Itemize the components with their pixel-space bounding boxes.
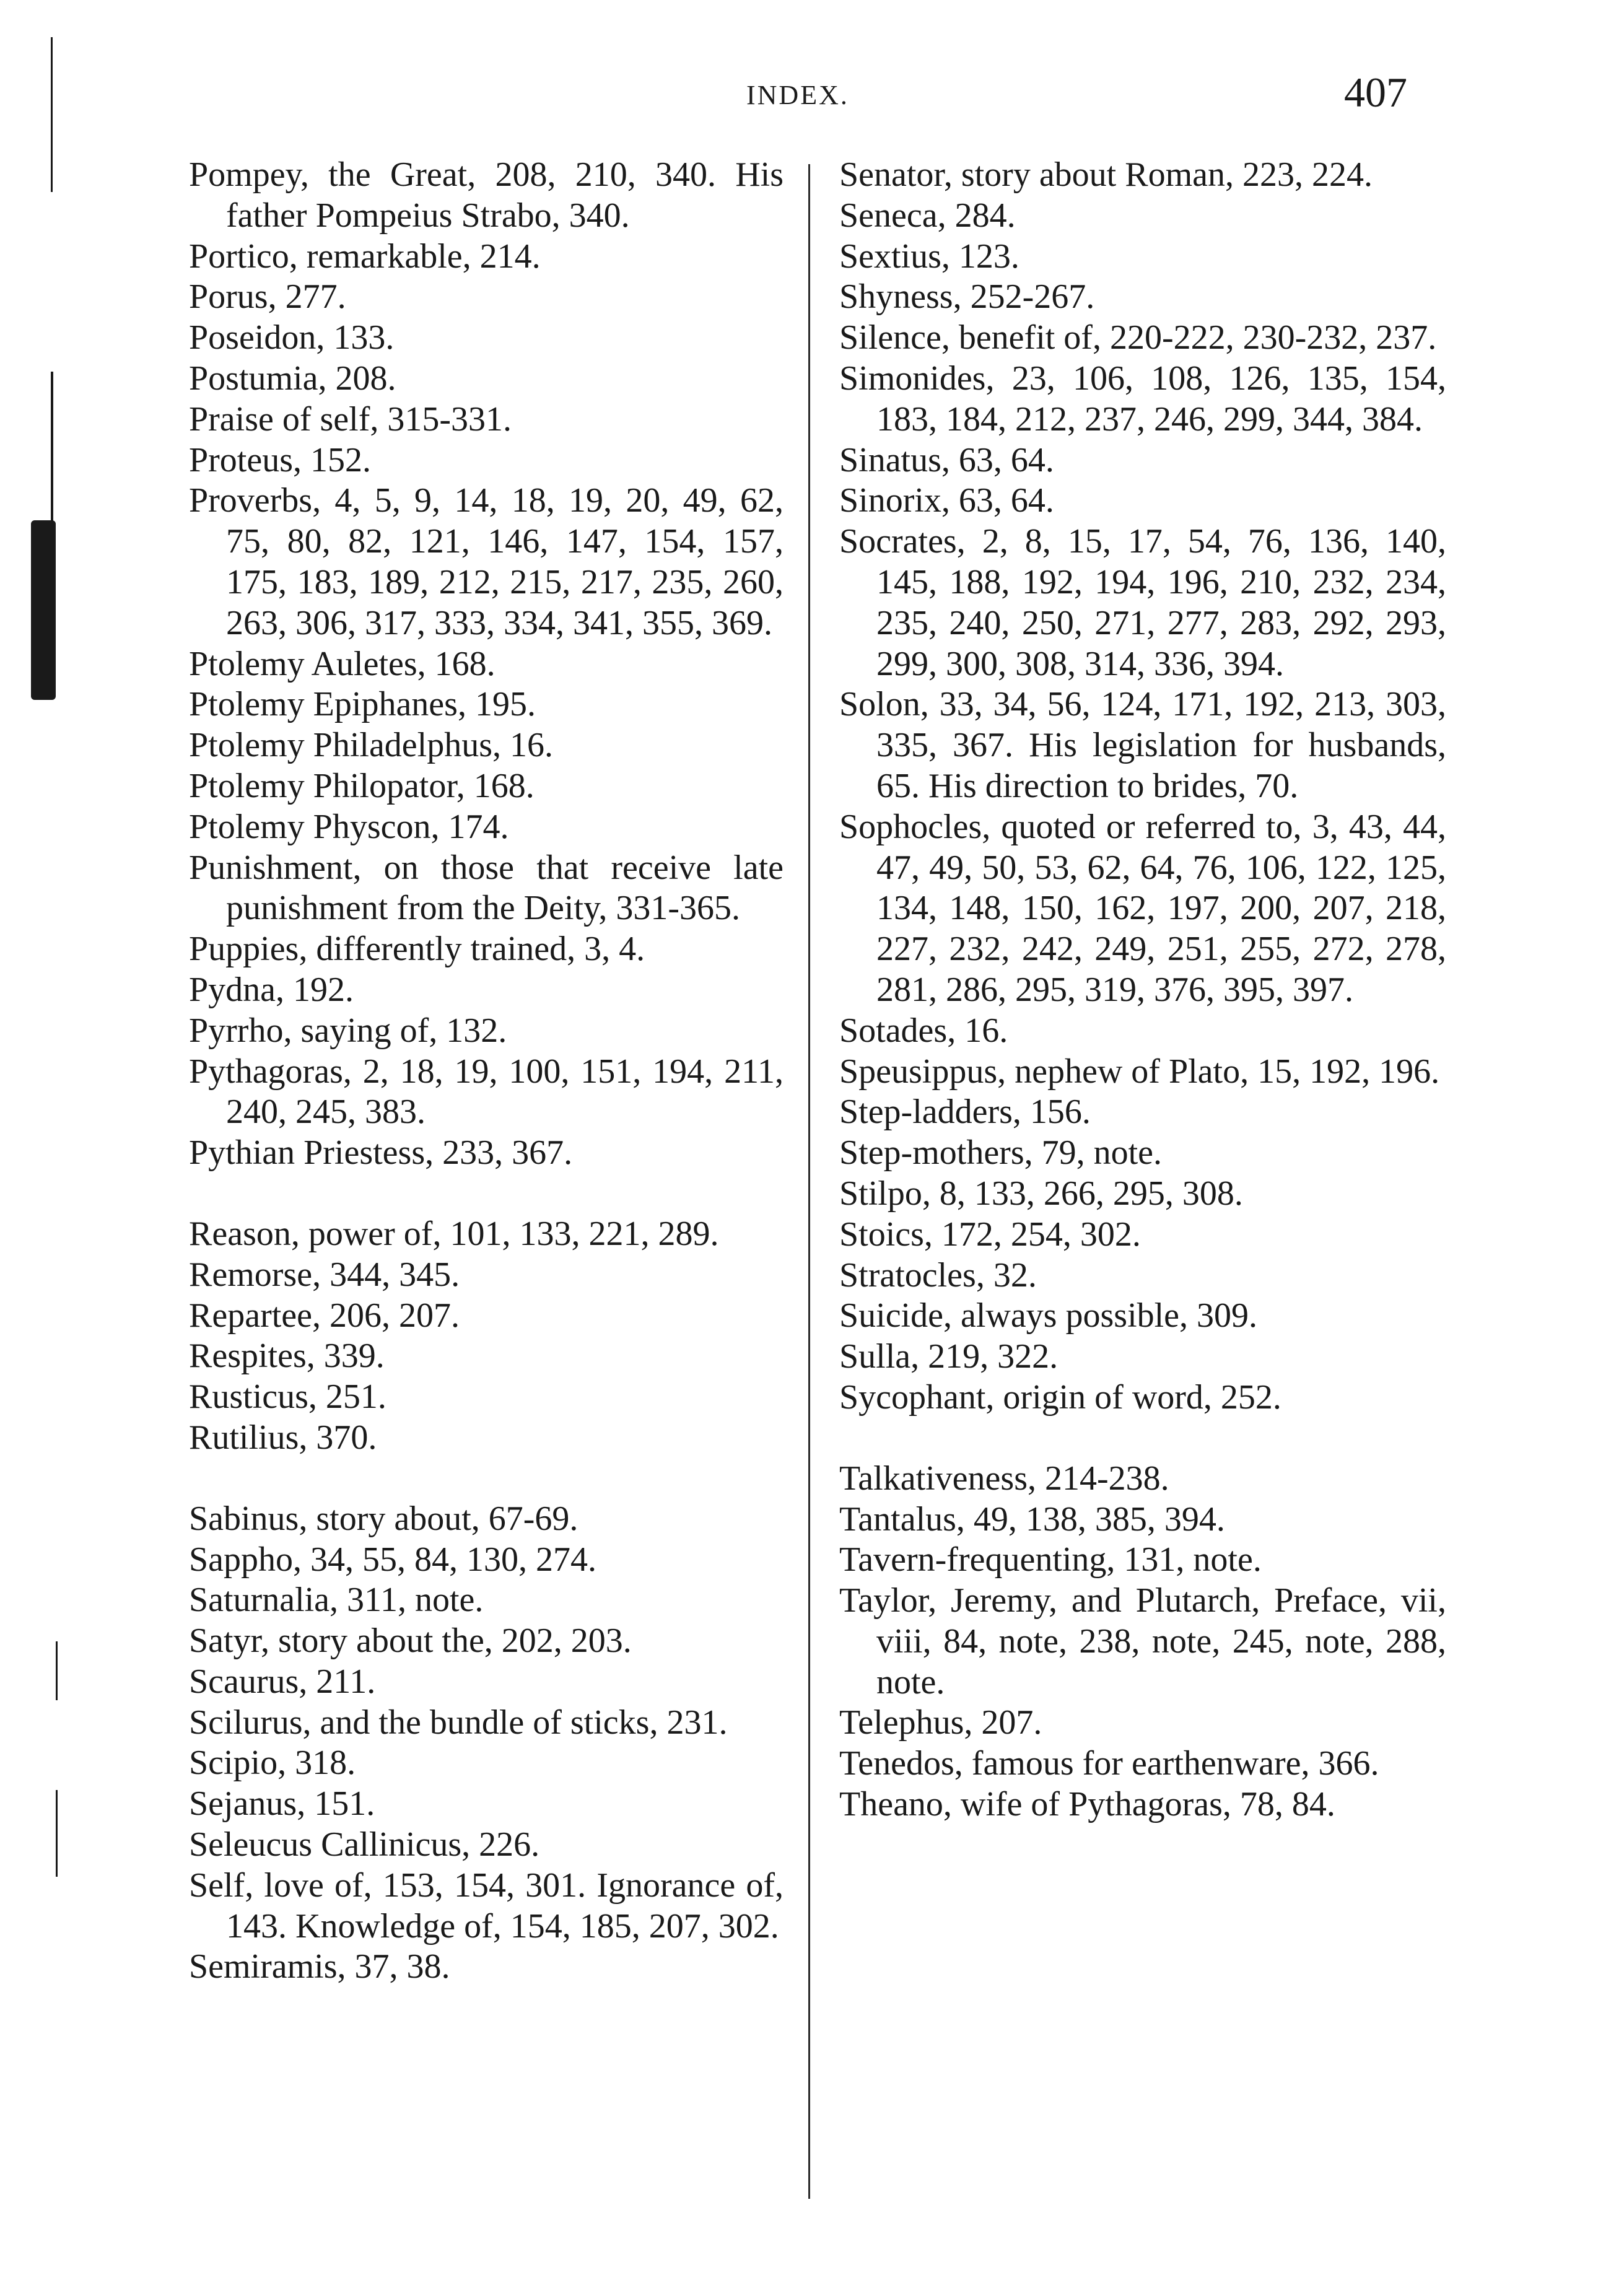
index-entry: Rusticus, 251. (189, 1378, 386, 1417)
index-entry: Shyness, 252-267. (839, 277, 1095, 317)
index-entry: Repartee, 206, 207. (189, 1296, 460, 1335)
index-entry: Semiramis, 37, 38. (189, 1947, 450, 1986)
index-entry: Senator, story about Roman, 223, 224. (839, 155, 1373, 194)
index-entry: Tenedos, famous for earthenware, 366. (839, 1744, 1379, 1783)
index-entry: Ptolemy Epiphanes, 195. (189, 685, 536, 724)
index-entry: Pydna, 192. (189, 970, 354, 1009)
index-entry: Tantalus, 49, 138, 385, 394. (839, 1500, 1225, 1539)
index-entry: Sejanus, 151. (189, 1784, 375, 1823)
index-entry: Postumia, 208. (189, 359, 396, 398)
index-entry: Solon, 33, 34, 56, 124, 171, 192, 213, 303, 335, 367. His legislation for husbands, 65. His direction to brides, 70. (839, 685, 1446, 805)
index-entry: Silence, benefit of, 220-222, 230-232, 237. (839, 318, 1437, 357)
index-entry: Simonides, 23, 106, 108, 126, 135, 154, 183, 184, 212, 237, 246, 299, 344, 384. (839, 359, 1446, 439)
index-entry: Ptolemy Philadelphus, 16. (189, 726, 553, 765)
index-entry: Pythagoras, 2, 18, 19, 100, 151, 194, 211, 240, 245, 383. (189, 1052, 784, 1132)
index-entry: Scaurus, 211. (189, 1662, 376, 1701)
index-entry: Sotades, 16. (839, 1011, 1008, 1050)
margin-scan-mark (56, 1641, 58, 1700)
index-entry: Portico, remarkable, 214. (189, 237, 541, 276)
index-entry: Remorse, 344, 345. (189, 1255, 460, 1294)
index-column-left (189, 155, 784, 1988)
index-entry: Pyrrho, saying of, 132. (189, 1011, 507, 1050)
index-entry: Poseidon, 133. (189, 318, 395, 357)
running-head: INDEX. (746, 80, 849, 110)
index-entry: Talkativeness, 214-238. (839, 1459, 1169, 1498)
index-entry: Reason, power of, 101, 133, 221, 289. (189, 1214, 719, 1253)
index-entry: Stilpo, 8, 133, 266, 295, 308. (839, 1174, 1243, 1213)
index-entry: Theano, wife of Pythagoras, 78, 84. (839, 1785, 1335, 1824)
index-entry: Stratocles, 32. (839, 1255, 1037, 1295)
index-entry: Pythian Priestess, 233, 367. (189, 1133, 573, 1172)
index-entry: Self, love of, 153, 154, 301. Ignorance of, 143. Knowledge of, 154, 185, 207, 302. (189, 1866, 784, 1945)
index-entry: Rutilius, 370. (189, 1418, 377, 1457)
page-header (0, 68, 1624, 124)
index-entry: Ptolemy Physcon, 174. (189, 807, 509, 846)
index-entry: Proverbs, 4, 5, 9, 14, 18, 19, 20, 49, 62, 75, 80, 82, 121, 146, 147, 154, 157, 175, 183, 189, 212, 215, 217, 235, 260, 263, 306, 317, 333, 334, 341, 355, 369. (189, 481, 784, 642)
index-entry: Suicide, always possible, 309. (839, 1296, 1258, 1335)
index-entry: Seleucus Callinicus, 226. (189, 1825, 540, 1864)
index-entry: Punishment, on those that receive late punishment from the Deity, 331-365. (189, 848, 784, 928)
index-entry: Proteus, 152. (189, 440, 371, 479)
index-entry: Stoics, 172, 254, 302. (839, 1215, 1141, 1254)
index-entry: Taylor, Jeremy, and Plutarch, Preface, vii, viii, 84, note, 238, note, 245, note, 288, note. (839, 1581, 1446, 1701)
margin-scan-mark (31, 520, 56, 700)
index-entry: Step-mothers, 79, note. (839, 1133, 1163, 1172)
index-entry: Telephus, 207. (839, 1703, 1042, 1742)
index-entry: Porus, 277. (189, 277, 346, 317)
index-entry: Sextius, 123. (839, 237, 1019, 276)
index-entry: Speusippus, nephew of Plato, 15, 192, 196. (839, 1052, 1440, 1091)
margin-scan-mark (51, 372, 53, 533)
index-entry: Praise of self, 315-331. (189, 400, 512, 439)
index-entry: Saturnalia, 311, note. (189, 1581, 484, 1620)
index-entry: Ptolemy Philopator, 168. (189, 766, 535, 805)
index-entry: Tavern-frequenting, 131, note. (839, 1540, 1262, 1579)
margin-scan-mark (56, 1790, 58, 1877)
index-entry: Puppies, differently trained, 3, 4. (189, 930, 645, 969)
index-entry: Pompey, the Great, 208, 210, 340. His father Pompeius Strabo, 340. (189, 155, 784, 235)
index-entry: Sinorix, 63, 64. (839, 481, 1054, 520)
column-divider (808, 164, 810, 2199)
page-number: 407 (1344, 69, 1407, 116)
index-entry: Sycophant, origin of word, 252. (839, 1378, 1281, 1417)
index-entry: Step-ladders, 156. (839, 1093, 1091, 1132)
index-entry: Socrates, 2, 8, 15, 17, 54, 76, 136, 140, 145, 188, 192, 194, 196, 210, 232, 234, 235, 240, 250, 271, 277, 283, 292, 293, 299, 300, 308, 314, 336, 394. (839, 522, 1446, 683)
margin-scan-mark (51, 37, 53, 192)
index-entry: Satyr, story about the, 202, 203. (189, 1622, 632, 1661)
index-entry: Sappho, 34, 55, 84, 130, 274. (189, 1540, 596, 1579)
index-entry: Sulla, 219, 322. (839, 1337, 1059, 1376)
index-entry: Sabinus, story about, 67-69. (189, 1499, 578, 1538)
index-entry: Seneca, 284. (839, 196, 1016, 235)
index-entry: Sinatus, 63, 64. (839, 440, 1054, 479)
index-entry: Scilurus, and the bundle of sticks, 231. (189, 1703, 728, 1742)
index-entry: Sophocles, quoted or referred to, 3, 43, 44, 47, 49, 50, 53, 62, 64, 76, 106, 122, 125, 134, 148, 150, 162, 197, 200, 207, 218, 227, 232, 242, 249, 251, 255, 272, 278, 281, 286, 295, 319, 376, 395, 397. (839, 807, 1446, 1009)
index-entry: Ptolemy Auletes, 168. (189, 644, 495, 683)
index-entry: Respites, 339. (189, 1337, 385, 1376)
index-column-right (839, 155, 1446, 1825)
index-entry: Scipio, 318. (189, 1744, 356, 1783)
